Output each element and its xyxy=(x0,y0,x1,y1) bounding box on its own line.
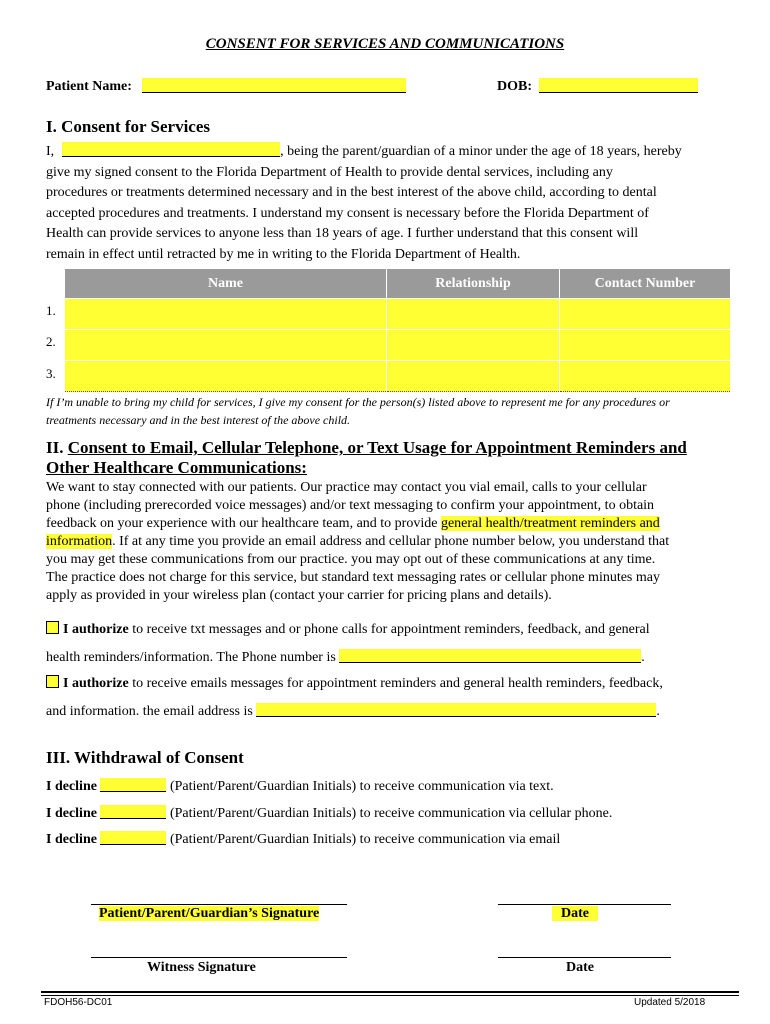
col-header-relationship: Relationship xyxy=(387,269,560,299)
decline-email-initials[interactable] xyxy=(100,831,166,845)
decline-phone-initials[interactable] xyxy=(100,805,166,819)
s1-line1: , being the parent/guardian of a minor under the age of 18 years, hereby xyxy=(280,144,682,159)
s2-line4b: . If at any time you provide an email address and cellular phone number below, you understand that xyxy=(112,534,670,549)
dob-label: DOB: xyxy=(497,79,532,94)
footer-rule-thin xyxy=(41,995,739,996)
patient-signature-line[interactable] xyxy=(91,904,347,905)
authorize-email-label: I authorize xyxy=(63,676,129,691)
s2-line2: phone (including prerecorded voice messages) and/or text messaging to confirm your appointment, to obtain xyxy=(46,498,655,513)
patient-date-line[interactable] xyxy=(498,904,671,905)
patient-name-field[interactable] xyxy=(142,78,406,93)
table-row xyxy=(65,299,731,330)
row-number-3: 3. xyxy=(46,366,56,381)
dob-field[interactable] xyxy=(539,78,698,93)
authorize-email-block: I authorize to receive emails messages for appointment reminders and general health reminders, feedback, and information. the email address is . xyxy=(46,676,663,719)
section2-prefix: II. xyxy=(46,438,68,457)
name-cell-3[interactable] xyxy=(65,361,387,392)
patient-signature-label: Patient/Parent/Guardian’s Signature xyxy=(99,906,320,921)
s1-line5: Health can provide services to anyone less than 18 years of age. I further understand that this consent will xyxy=(46,226,639,241)
authorize-text-desc: to receive txt messages and or phone calls for appointment reminders, feedback, and general xyxy=(128,622,650,637)
witness-date-label: Date xyxy=(566,960,594,975)
form-id: FDOH56-DC01 xyxy=(44,997,113,1008)
authorize-text-label: I authorize xyxy=(63,622,129,637)
row-number-2: 2. xyxy=(46,334,56,349)
witness-date-line[interactable] xyxy=(498,957,671,958)
decline-list xyxy=(46,774,746,854)
s2-line6: The practice does not charge for this service, but standard text messaging rates or cellular phone minutes may xyxy=(46,570,660,585)
note-line2: treatments necessary and in the best interest of the above child. xyxy=(46,413,351,427)
section3-heading: III. Withdrawal of Consent xyxy=(46,748,244,767)
section1-paragraph xyxy=(46,142,736,265)
section2-paragraph xyxy=(46,479,746,605)
s2-line3a: feedback on your experience with our healthcare team, and to provide xyxy=(46,516,441,531)
relationship-cell-3[interactable] xyxy=(387,361,560,392)
decline-label-1: I decline xyxy=(46,779,97,794)
authorize-email-checkbox[interactable] xyxy=(46,675,59,688)
representative-table xyxy=(64,268,731,392)
patient-date-label: Date xyxy=(552,906,598,921)
note-line1: If I’m unable to bring my child for services, I give my consent for the person(s) listed above to represent me for any procedures or xyxy=(46,395,670,409)
document-title: CONSENT FOR SERVICES AND COMMUNICATIONS xyxy=(205,36,565,52)
decline-phone-desc: (Patient/Parent/Guardian Initials) to receive communication via cellular phone. xyxy=(169,805,613,821)
patient-name-label: Patient Name: xyxy=(46,79,132,94)
phone-label: health reminders/information. The Phone number is xyxy=(46,650,340,665)
s2-line7: apply as provided in your wireless plan (contact your carrier for pricing plans and details). xyxy=(46,588,552,603)
decline-email-desc: (Patient/Parent/Guardian Initials) to receive communication via email xyxy=(169,832,561,847)
footer-rule xyxy=(41,991,739,993)
witness-signature-line[interactable] xyxy=(91,957,347,958)
decline-label-2: I decline xyxy=(46,805,97,821)
section1-heading: I. Consent for Services xyxy=(46,117,210,136)
contact-cell-1[interactable] xyxy=(560,299,731,330)
s1-line6: remain in effect until retracted by me in writing to the Florida Department of Health. xyxy=(46,246,521,262)
i-prefix: I, xyxy=(46,144,55,159)
decline-label-3: I decline xyxy=(46,832,97,847)
representative-note xyxy=(46,393,746,429)
decline-text-desc: (Patient/Parent/Guardian Initials) to receive communication via text. xyxy=(169,779,554,794)
email-label: and information. the email address is xyxy=(46,704,257,719)
contact-cell-2[interactable] xyxy=(560,330,731,361)
witness-signature-label: Witness Signature xyxy=(147,960,256,975)
authorize-email-desc: to receive emails messages for appointment reminders and general health reminders, feedback, xyxy=(128,676,663,691)
relationship-cell-1[interactable] xyxy=(387,299,560,330)
email-address-field[interactable] xyxy=(256,703,656,717)
patient-signature-label-wrap xyxy=(96,906,322,922)
row-number-1: 1. xyxy=(46,303,56,318)
s1-line4: accepted procedures and treatments. I understand my consent is necessary before the Florida Department of xyxy=(46,205,649,221)
s2-line5: you may get these communications from our practice. you may opt out of these communications at any time. xyxy=(46,552,656,567)
updated-date: Updated 5/2018 xyxy=(634,997,706,1008)
s2-highlight-information: information xyxy=(46,534,113,549)
table-row xyxy=(65,330,731,361)
s2-highlight-reminders: general health/treatment reminders and xyxy=(440,516,660,531)
phone-number-field[interactable] xyxy=(339,649,641,663)
section2-heading xyxy=(46,438,746,478)
guardian-name-field[interactable] xyxy=(62,142,280,157)
decline-text-initials[interactable] xyxy=(100,778,166,792)
s1-line2: give my signed consent to the Florida Department of Health to provide dental services, including any xyxy=(46,164,613,180)
name-cell-1[interactable] xyxy=(65,299,387,330)
table-row xyxy=(65,361,731,392)
authorize-text-checkbox[interactable] xyxy=(46,621,59,634)
s2-line1: We want to stay connected with our patients. Our practice may contact you vial email, calls to your cellular xyxy=(46,480,647,495)
s1-line3: procedures or treatments determined necessary and in the best interest of the above child, according to dental xyxy=(46,185,657,200)
relationship-cell-2[interactable] xyxy=(387,330,560,361)
section2-title-line1: Consent to Email, Cellular Telephone, or Text Usage for Appointment Reminders and xyxy=(67,438,687,457)
name-cell-2[interactable] xyxy=(65,330,387,361)
authorize-text-block: I authorize to receive txt messages and or phone calls for appointment reminders, feedback, and general health reminders/information. The Phone number is . xyxy=(46,622,650,665)
contact-cell-3[interactable] xyxy=(560,361,731,392)
section2-title-line2: Other Healthcare Communications: xyxy=(46,458,307,477)
col-header-contact: Contact Number xyxy=(560,269,731,299)
patient-date-label-wrap xyxy=(551,906,599,922)
col-header-name: Name xyxy=(65,269,387,299)
